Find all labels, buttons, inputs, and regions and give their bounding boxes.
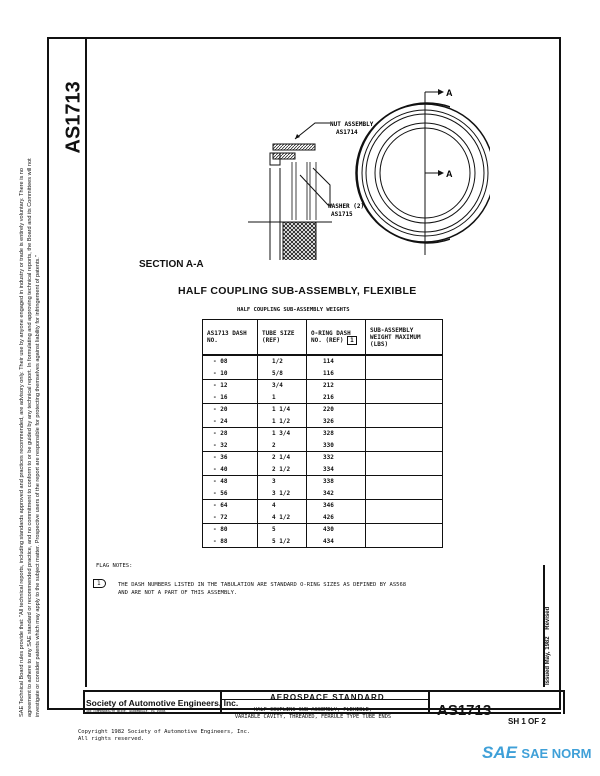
dash-no-cell: - 20 bbox=[203, 404, 258, 416]
weight-cell bbox=[366, 536, 443, 548]
tube-size-cell: 2 bbox=[258, 440, 307, 452]
oring-cell: 220 bbox=[307, 404, 366, 416]
dash-no-cell: - 36 bbox=[203, 452, 258, 464]
flag-note-icon: 1 bbox=[347, 336, 357, 345]
tube-size-cell: 4 1/2 bbox=[258, 512, 307, 524]
table-row bbox=[203, 355, 443, 368]
weight-cell bbox=[366, 416, 443, 428]
tube-size-cell: 3 1/2 bbox=[258, 488, 307, 500]
weight-cell bbox=[366, 380, 443, 392]
header-tube-size: TUBE SIZE (REF) bbox=[258, 320, 307, 356]
table-row bbox=[203, 536, 443, 548]
weight-cell bbox=[366, 488, 443, 500]
tube-size-cell: 1 1/4 bbox=[258, 404, 307, 416]
weight-cell bbox=[366, 500, 443, 512]
document-title bbox=[223, 707, 403, 720]
tube-size-cell: 1 bbox=[258, 392, 307, 404]
dash-no-cell: - 56 bbox=[203, 488, 258, 500]
publisher-address: 400 COMMONWEALTH DRIVE, WARRENDALE, PA 15096 bbox=[86, 709, 166, 713]
weight-cell bbox=[366, 512, 443, 524]
oring-cell: 342 bbox=[307, 488, 366, 500]
document-number: AS1713 bbox=[437, 702, 492, 719]
oring-cell: 332 bbox=[307, 452, 366, 464]
dash-no-cell: - 12 bbox=[203, 380, 258, 392]
flag-icon bbox=[93, 579, 106, 588]
header-weight: SUB-ASSEMBLY WEIGHT MAXIMUM (LBS) bbox=[366, 320, 443, 356]
tube-size-cell: 3/4 bbox=[258, 380, 307, 392]
header-oring bbox=[307, 320, 366, 356]
watermark-text: SAE NORM bbox=[521, 746, 592, 761]
weights-table bbox=[202, 319, 443, 548]
weight-cell bbox=[366, 355, 443, 368]
oring-cell: 346 bbox=[307, 500, 366, 512]
weight-cell bbox=[366, 368, 443, 380]
note-line-2: AND ARE NOT A PART OF THIS ASSEMBLY. bbox=[118, 590, 238, 596]
header-oring-label: O-RING DASH NO. (REF) bbox=[311, 330, 351, 344]
table-row bbox=[203, 476, 443, 488]
weight-cell bbox=[366, 404, 443, 416]
nut-assembly-label: NUT ASSEMBLY bbox=[330, 121, 374, 128]
table-row bbox=[203, 524, 443, 536]
table-row bbox=[203, 488, 443, 500]
tube-size-cell: 3 bbox=[258, 476, 307, 488]
oring-cell: 116 bbox=[307, 368, 366, 380]
sheet-number: SH 1 OF 2 bbox=[508, 717, 546, 726]
issue-info bbox=[545, 585, 551, 685]
oring-cell: 334 bbox=[307, 464, 366, 476]
main-title: HALF COUPLING SUB-ASSEMBLY, FLEXIBLE bbox=[178, 285, 417, 297]
weight-cell bbox=[366, 440, 443, 452]
watermark-logo bbox=[482, 743, 591, 763]
tube-size-cell: 1 1/2 bbox=[258, 416, 307, 428]
weight-cell bbox=[366, 476, 443, 488]
section-marker-top: A bbox=[446, 88, 453, 98]
dash-no-cell: - 10 bbox=[203, 368, 258, 380]
dash-no-cell: - 28 bbox=[203, 428, 258, 440]
weight-cell bbox=[366, 452, 443, 464]
table-row bbox=[203, 452, 443, 464]
table-row bbox=[203, 380, 443, 392]
note-line-1: THE DASH NUMBERS LISTED IN THE TABULATION ARE STANDARD O-RING SIZES AS DEFINED BY AS568 bbox=[118, 582, 407, 588]
section-marker-bottom: A bbox=[446, 169, 453, 179]
table-caption: HALF COUPLING SUB-ASSEMBLY WEIGHTS bbox=[237, 307, 350, 313]
copyright-line-2: All rights reserved. bbox=[78, 736, 145, 742]
nut-assembly-ref: AS1714 bbox=[336, 129, 358, 136]
dash-no-cell: - 24 bbox=[203, 416, 258, 428]
copyright-line-1: Copyright 1982 Society of Automotive Engineers, Inc. bbox=[78, 729, 251, 735]
oring-cell: 326 bbox=[307, 416, 366, 428]
tube-size-cell: 5 bbox=[258, 524, 307, 536]
dash-no-cell: - 80 bbox=[203, 524, 258, 536]
oring-cell: 434 bbox=[307, 536, 366, 548]
revised-label: Revised bbox=[545, 606, 551, 630]
table-row bbox=[203, 512, 443, 524]
side-document-number: AS1713 bbox=[62, 81, 85, 154]
tube-size-cell: 5 1/2 bbox=[258, 536, 307, 548]
table-row bbox=[203, 428, 443, 440]
oring-cell: 114 bbox=[307, 355, 366, 368]
washer-ref: AS1715 bbox=[331, 211, 353, 218]
table-row bbox=[203, 440, 443, 452]
dash-no-cell: - 08 bbox=[203, 355, 258, 368]
table-row bbox=[203, 392, 443, 404]
document-category: AEROSPACE STANDARD bbox=[270, 693, 385, 702]
table-row bbox=[203, 368, 443, 380]
oring-cell: 430 bbox=[307, 524, 366, 536]
tube-size-cell: 1 3/4 bbox=[258, 428, 307, 440]
table-row bbox=[203, 404, 443, 416]
title-line-2: VARIABLE CAVITY, THREADED, FERRULE TYPE TUBE ENDS bbox=[234, 713, 392, 720]
oring-cell: 426 bbox=[307, 512, 366, 524]
section-title: SECTION A-A bbox=[139, 259, 204, 270]
dash-no-cell: - 72 bbox=[203, 512, 258, 524]
flag-notes-heading: FLAG NOTES: bbox=[96, 563, 133, 569]
table-row bbox=[203, 416, 443, 428]
title-line-1: HALF COUPLING SUB-ASSEMBLY, FLEXIBLE, bbox=[254, 707, 372, 713]
weight-cell bbox=[366, 392, 443, 404]
sae-logo: SAE bbox=[482, 743, 517, 762]
copyright bbox=[78, 729, 250, 743]
weight-cell bbox=[366, 428, 443, 440]
flag-number: 1 bbox=[97, 580, 101, 587]
end-view-drawing bbox=[340, 80, 490, 280]
dash-no-cell: - 64 bbox=[203, 500, 258, 512]
tube-size-cell: 4 bbox=[258, 500, 307, 512]
oring-cell: 212 bbox=[307, 380, 366, 392]
washer-label: WASHER (2) bbox=[328, 203, 365, 210]
weight-cell bbox=[366, 464, 443, 476]
header-dash-no: AS1713 DASH NO. bbox=[203, 320, 258, 356]
dash-no-cell: - 16 bbox=[203, 392, 258, 404]
weight-cell bbox=[366, 524, 443, 536]
table-row bbox=[203, 500, 443, 512]
oring-cell: 216 bbox=[307, 392, 366, 404]
table-row bbox=[203, 464, 443, 476]
disclaimer-text: SAE Technical Board rules provide that: "All technical reports, including standards approved and practices recommended, are advisory only. Their use by anyone engaged in industry or trade is entirely voluntary. There is no agreement to adhere to any SAE standard or recommended practice, and no commitment to conform to or be guided by any technical report. In formulating and approving technical reports, the Board and its Committees will not investigate or consider patents which may apply to the subject matter. Prospective users of the report are responsible for protecting themselves against liability for infringement of patents." bbox=[19, 158, 41, 717]
dash-no-cell: - 40 bbox=[203, 464, 258, 476]
tube-size-cell: 2 1/4 bbox=[258, 452, 307, 464]
issued-date: Issued May, 1982 bbox=[545, 636, 551, 685]
oring-cell: 338 bbox=[307, 476, 366, 488]
oring-cell: 330 bbox=[307, 440, 366, 452]
tube-size-cell: 5/8 bbox=[258, 368, 307, 380]
dash-no-cell: - 88 bbox=[203, 536, 258, 548]
oring-cell: 328 bbox=[307, 428, 366, 440]
tube-size-cell: 2 1/2 bbox=[258, 464, 307, 476]
dash-no-cell: - 32 bbox=[203, 440, 258, 452]
publisher-name: Society of Automotive Engineers, Inc. bbox=[86, 698, 239, 708]
dash-no-cell: - 48 bbox=[203, 476, 258, 488]
flag-note-1 bbox=[118, 581, 406, 597]
tube-size-cell: 1/2 bbox=[258, 355, 307, 368]
